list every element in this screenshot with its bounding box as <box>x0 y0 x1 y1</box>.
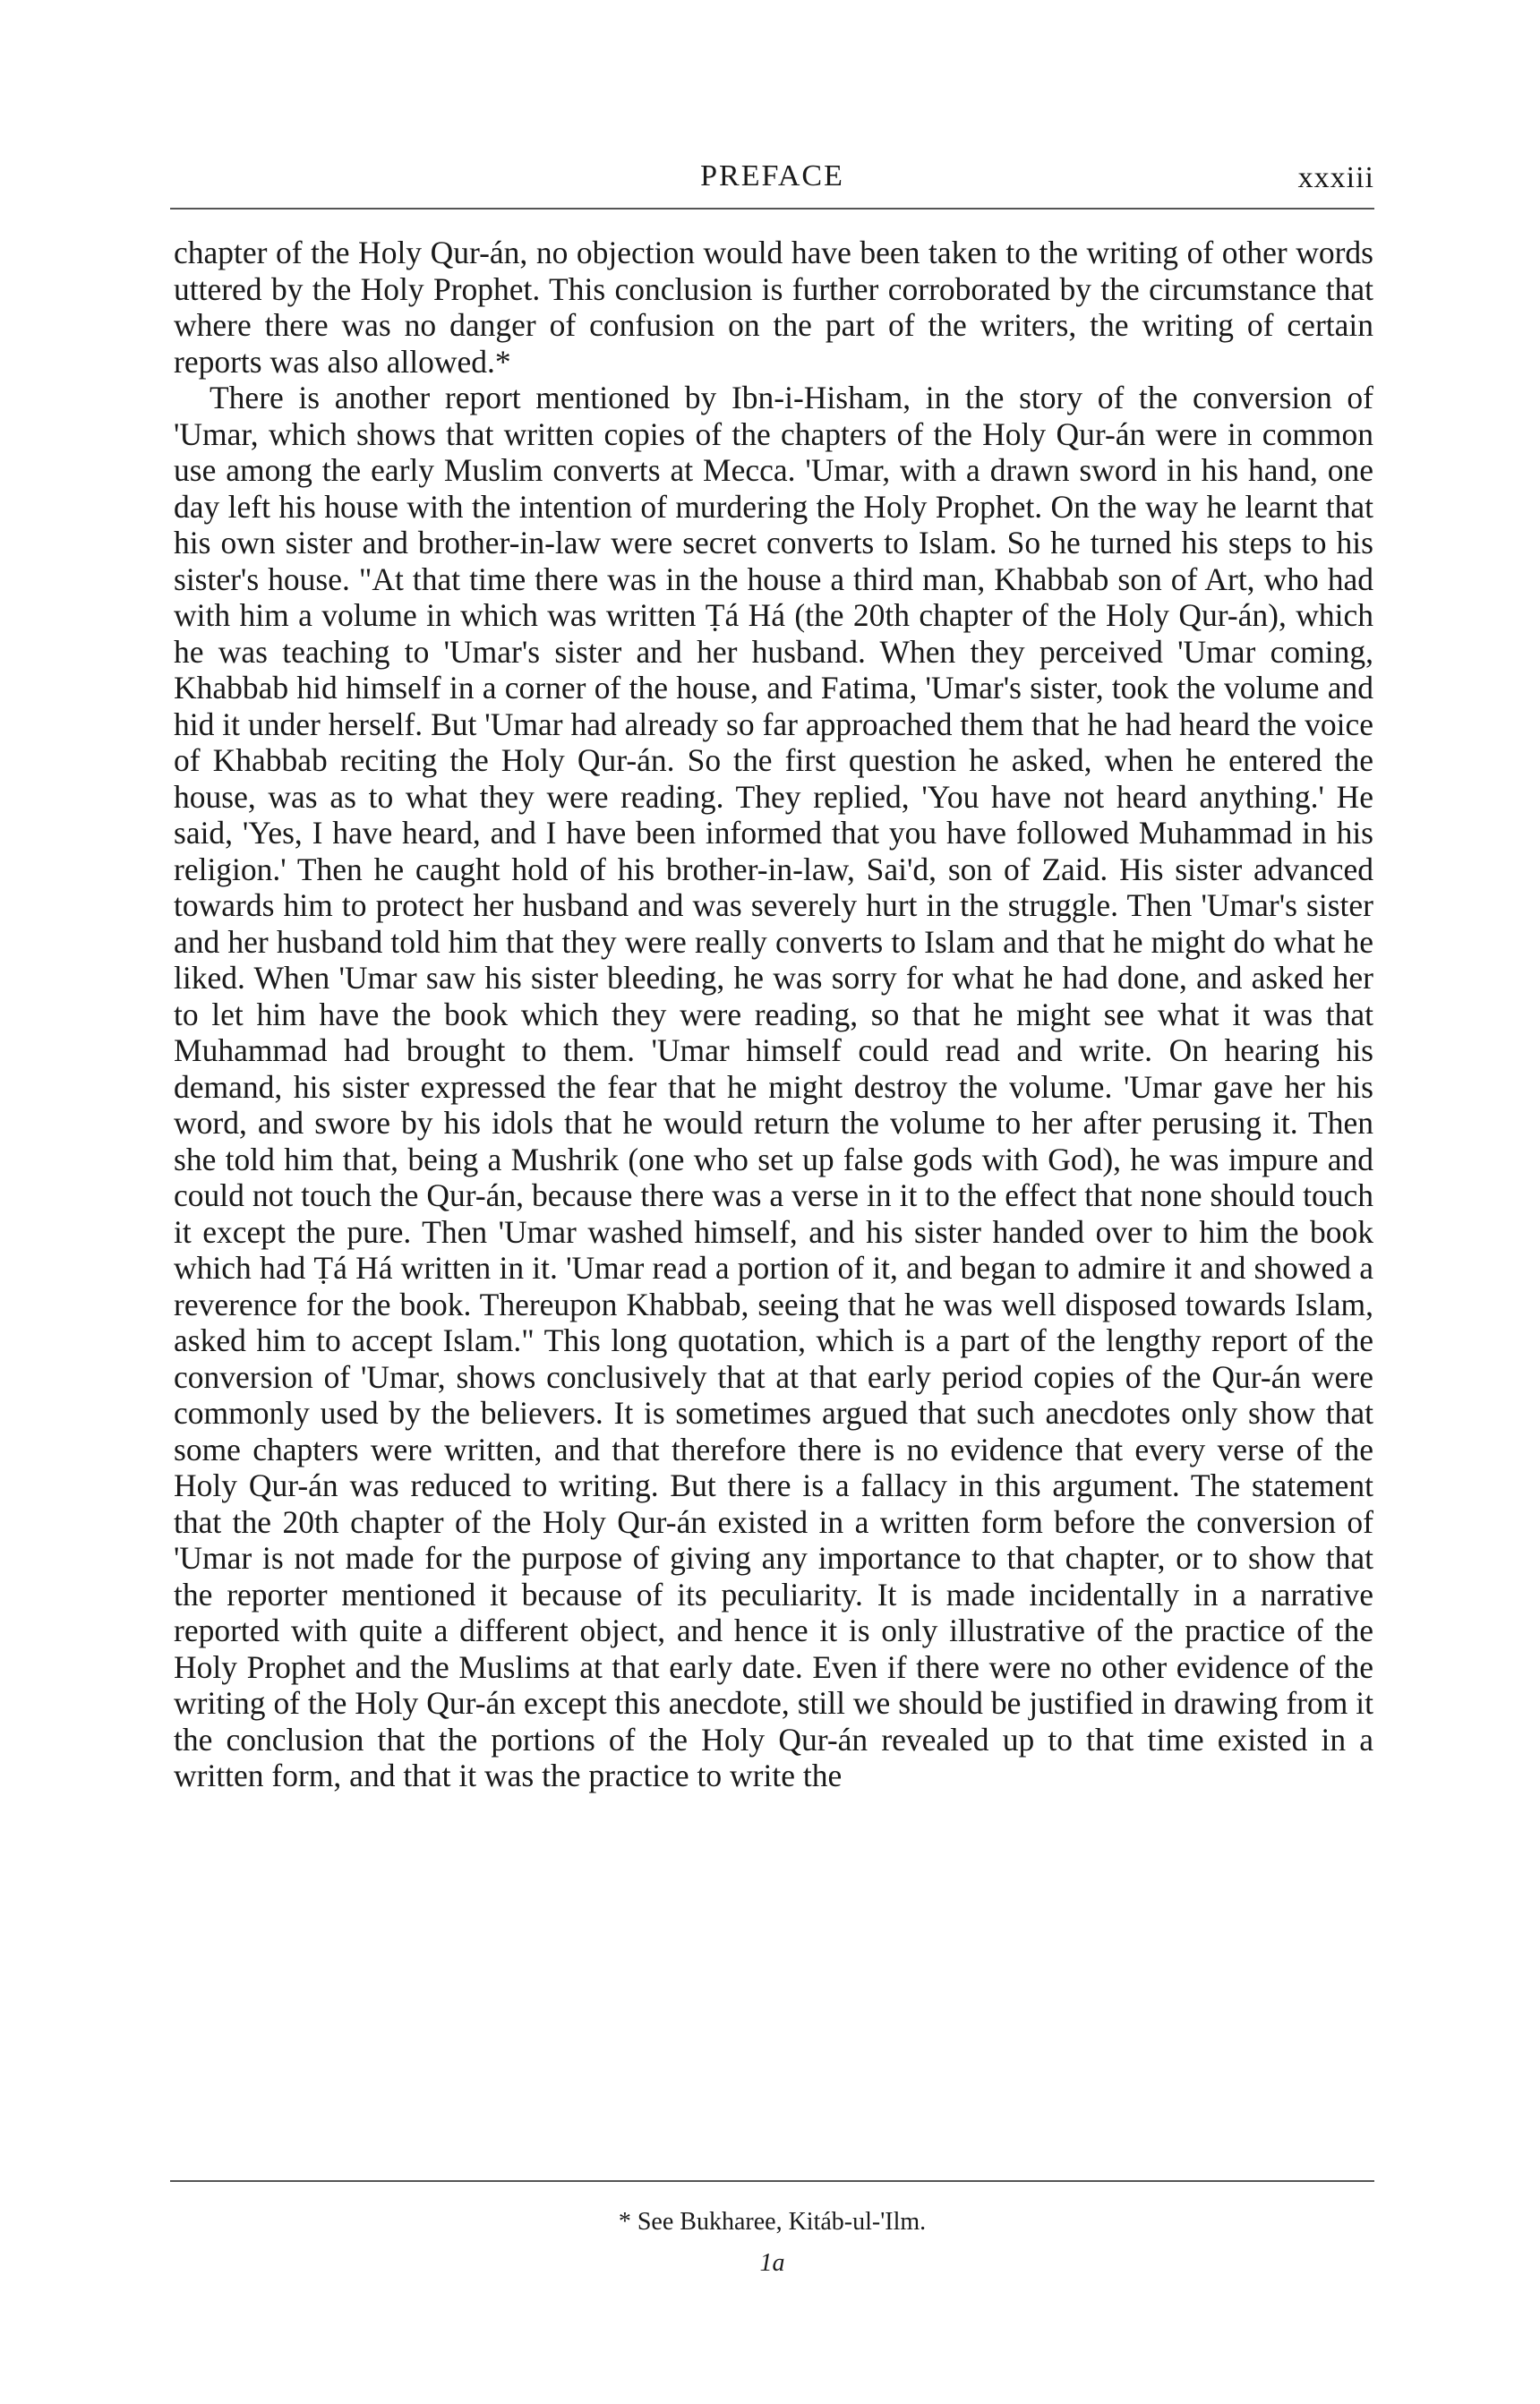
page-number: xxxiii <box>1297 161 1374 194</box>
paragraph-1: chapter of the Holy Qur-án, no objection would have been taken to the writing of other words uttered by the Holy Prophet. This conclusion is further corroborated by the circumstance that where there was no danger of confusion on the part of the writers, the writing of certain reports was also allowed.* <box>174 235 1373 380</box>
paragraph-2: There is another report mentioned by Ibn-i-Hisham, in the story of the conversion of 'Umar, which shows that written copies of the chapters of the Holy Qur-án were in common use among the early Muslim converts at Mecca. 'Umar, with a drawn sword in his hand, one day left his house with the intention of murdering the Holy Prophet. On the way he learnt that his own sister and brother-in-law were secret converts to Islam. So he turned his steps to his sister's house. "At that time there was in the house a third man, Khabbab son of Art, who had with him a volume in which was written Ṭá Há (the 20th chapter of the Holy Qur-án), which he was teaching to 'Umar's sister and her husband. When they perceived 'Umar coming, Khabbab hid himself in a corner of the house, and Fatima, 'Umar's sister, took the volume and hid it under herself. But 'Umar had already so far approached them that he had heard the voice of Khabbab reciting the Holy Qur-án. So the first question he asked, when he entered the house, was as to what they were reading. They replied, 'You have not heard anything.' He said, 'Yes, I have heard, and I have been informed that you have followed Muhammad in his religion.' Then he caught hold of his brother-in-law, Sai'd, son of Zaid. His sister advanced towards him to protect her husband and was severely hurt in the struggle. Then 'Umar's sister and her husband told him that they were really converts to Islam and that he might do what he liked. When 'Umar saw his sister bleeding, he was sorry for what he had done, and asked her to let him have the book which they were reading, so that he might see what it was that Muhammad had brought to them. 'Umar himself could read and write. On hearing his demand, his sister expressed the fear that he might destroy the volume. 'Umar gave her his word, and swore by his idols that he would return the volume to her after perusing it. Then she told him that, being a Mushrik (one who set up false gods with God), he was impure and could not touch the Qur-án, because there was a verse in it to the effect that none should touch it except the pure. Then 'Umar washed himself, and his sister handed over to him the book which had Ṭá Há written in it. 'Umar read a portion of it, and began to admire it and showed a reverence for the book. Thereupon Khabbab, seeing that he was well disposed towards Islam, asked him to accept Islam." This long quotation, which is a part of the lengthy report of the conversion of 'Umar, shows conclusively that at that early period copies of the Qur-án were commonly used by the believers. It is sometimes argued that such anecdotes only show that some chapters were written, and that therefore there is no evidence that every verse of the Holy Qur-án was reduced to writing. But there is a fallacy in this argument. The statement that the 20th chapter of the Holy Qur-án existed in a written form before the conversion of 'Umar is not made for the purpose of giving any importance to that chapter, or to show that the reporter mentioned it because of its peculiarity. It is made incidentally in a narrative reported with quite a different object, and hence it is only illustrative of the practice of the Holy Prophet and the Muslims at that early date. Even if there were no other evidence of the writing of the Holy Qur-án except this anecdote, still we should be justified in drawing from it the conclusion that the portions of the Holy Qur-án revealed up to that time existed in a written form, and that it was the practice to write the <box>174 380 1373 1793</box>
signature-mark: 1a <box>759 2249 785 2277</box>
header-rule <box>170 208 1374 210</box>
body-text <box>174 235 1373 1794</box>
page-title: PREFACE <box>700 159 844 192</box>
footnote: * See Bukharee, Kitáb-ul-'Ilm. <box>618 2208 927 2236</box>
footnote-rule <box>170 2180 1374 2182</box>
running-head <box>170 159 1374 204</box>
